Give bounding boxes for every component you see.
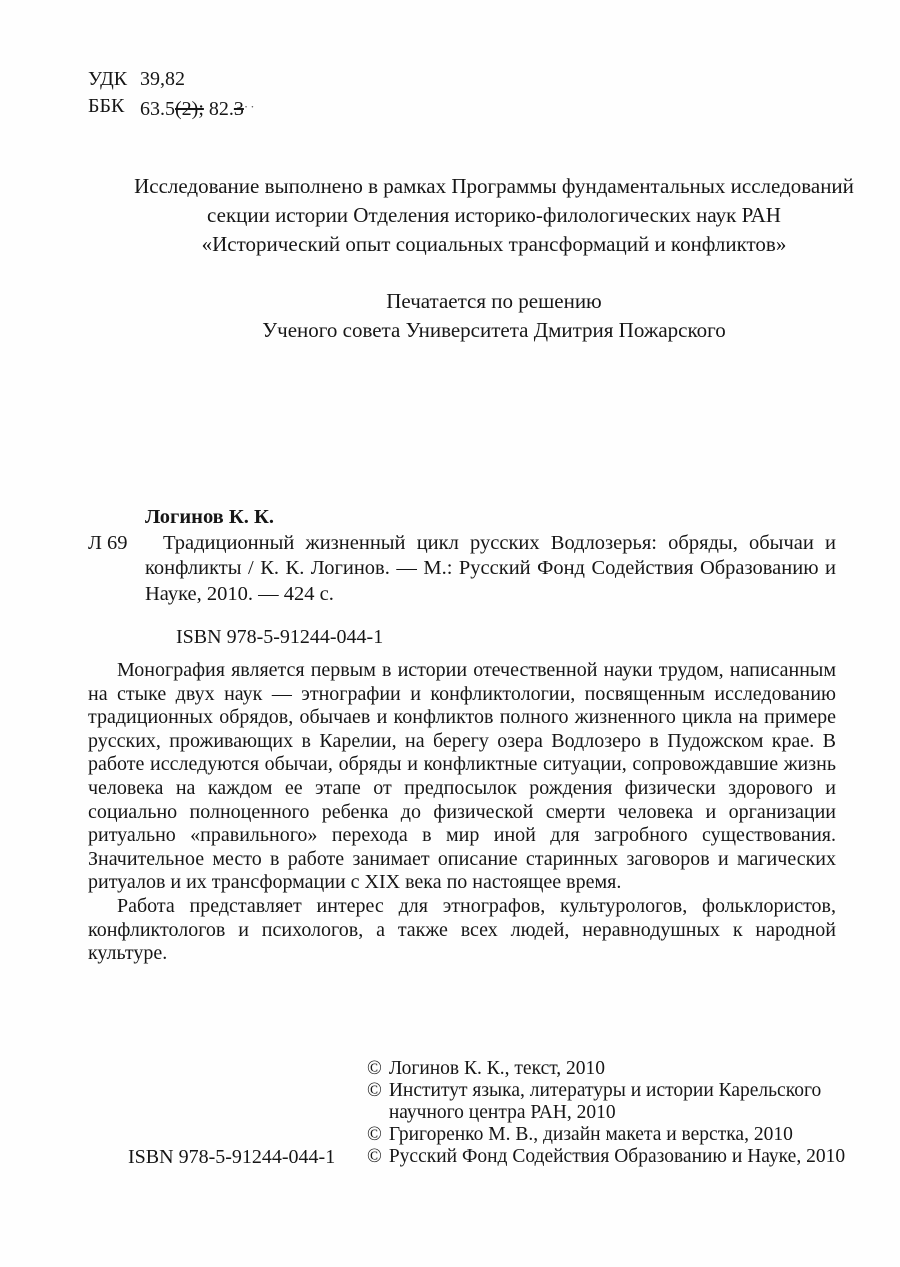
copyright-text: Институт языка, литературы и истории Карельского научного центра РАН, 2010	[388, 1080, 822, 1123]
print-decision-note	[94, 287, 894, 345]
copyright-text: Логинов К. К., текст, 2010	[388, 1058, 606, 1079]
copyright-symbol: ©	[367, 1058, 382, 1079]
copyright-item	[367, 1080, 867, 1124]
bbk-value	[140, 93, 257, 123]
bbk-row	[88, 93, 257, 123]
isbn-bottom: ISBN 978-5-91244-044-1	[128, 1146, 336, 1168]
annotation-block	[88, 659, 836, 966]
udk-label: УДК	[88, 68, 128, 90]
annotation-paragraph: Работа представляет интерес для этнографов, культурологов, фольклористов, конфликтологов и психологов, а также всех людей, неравнодушных к народной культуре.	[88, 894, 836, 965]
bbk-value-mid: 82.	[203, 98, 234, 120]
catalog-code: Л 69	[88, 531, 128, 554]
copyright-text: Григоренко М. В., дизайн макета и верстка, 2010	[388, 1124, 793, 1145]
author-name: Логинов К. К.	[145, 506, 274, 528]
program-note	[94, 172, 894, 259]
print-note-line: Печатается по решению	[386, 289, 602, 313]
program-note-line: Исследование выполнено в рамках Программы фундаментальных исследований	[134, 174, 854, 198]
program-note-line: секции истории Отделения историко-филологических наук РАН	[207, 203, 781, 227]
classification-block	[88, 66, 257, 123]
catalog-card	[88, 505, 836, 607]
copyright-list	[367, 1058, 867, 1168]
print-note-line: Ученого совета Университета Дмитрия Пожарского	[262, 318, 726, 342]
program-note-line: «Исторический опыт социальных трансформаций и конфликтов»	[201, 232, 787, 256]
copyright-symbol: ©	[367, 1146, 382, 1167]
copyright-symbol: ©	[367, 1124, 382, 1145]
udk-row	[88, 66, 257, 93]
isbn-top: ISBN 978-5-91244-044-1	[176, 626, 384, 648]
copyright-item	[367, 1124, 867, 1146]
udk-value: 39,82	[140, 68, 185, 90]
pen-marks: ··	[243, 99, 257, 114]
bbk-struck-segment: (2);	[175, 98, 204, 120]
bbk-label: ББК	[88, 95, 125, 117]
copyright-text: Русский Фонд Содействия Образованию и Науке, 2010	[388, 1146, 846, 1167]
annotation-paragraph: Монография является первым в истории отечественной науки трудом, написанным на стыке двух наук — этнографии и конфликтологии, посвященным исследованию традиционных обрядов, обычаев и конфликтов полного жизненного цикла на примере русских, проживающих в Карелии, на берегу озера Водлозеро в Пудожском крае. В работе исследуются обычаи, обряды и конфликтные ситуации, сопровождавшие жизнь человека на каждом ее этапе от предпосылок рождения физически здорового и социально полноценного ребенка до физической смерти человека и организации ритуально «правильного» перехода в мир иной для загробного существования. Значительное место в работе занимает описание старинных заговоров и магических ритуалов и их трансформации с XIX века по настоящее время.	[88, 659, 836, 894]
copyright-item	[367, 1058, 867, 1080]
bbk-value-prefix: 63.5	[140, 98, 175, 120]
catalog-description: Традиционный жизненный цикл русских Водлозерья: обряды, обычаи и конфликты / К. К. Логинов. — М.: Русский Фонд Содействия Образованию и Науке, 2010. — 424 с.	[145, 531, 836, 605]
copyright-item	[367, 1146, 867, 1168]
copyright-symbol: ©	[367, 1080, 382, 1101]
catalog-entry	[88, 531, 836, 608]
bbk-struck-segment: 3	[233, 98, 244, 120]
